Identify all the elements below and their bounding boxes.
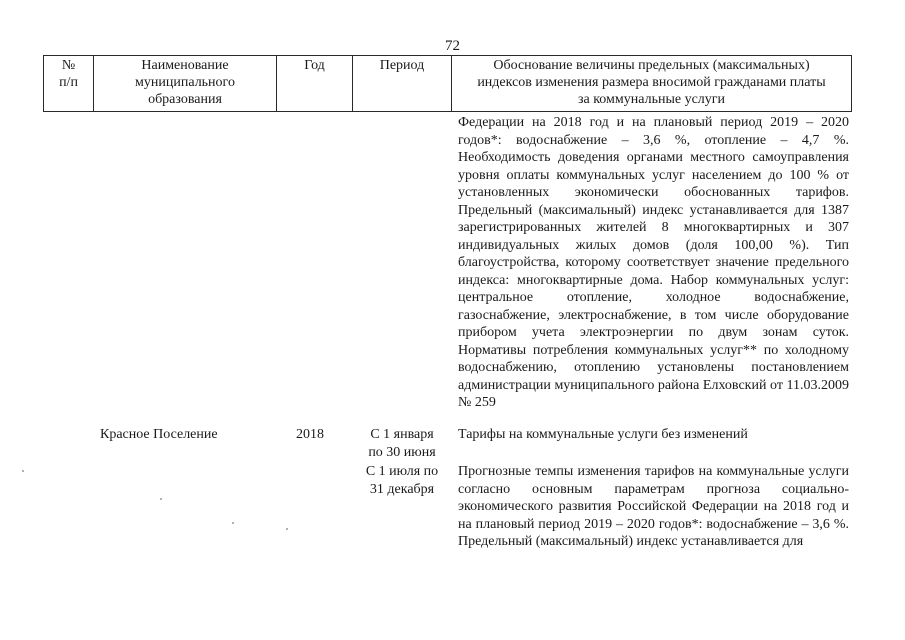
justification-second-half: Прогнозные темпы изменения тарифов на коммунальные услуги согласно основным параметрам прогноза социально-экономического развития Российской Федерации на 2018 год и на плановый период 2019 – 2020 годов*: водоснабжение – 3,6 %. Предельный (максимальный) индекс устанавливается для [458, 464, 849, 549]
header-number: № п/п [59, 58, 78, 90]
header-period: Период [379, 58, 425, 73]
scan-speck [160, 498, 162, 500]
municipality-name: Красное Поселение [100, 427, 218, 442]
justification-first-half: Тарифы на коммунальные услуги без изменений [458, 427, 748, 442]
year-value: 2018 [296, 427, 324, 442]
header-bottom-border [43, 111, 851, 112]
scan-speck [286, 528, 288, 530]
header-year: Год [304, 58, 325, 73]
scan-speck [22, 470, 24, 472]
header-justification: Обоснование величины предельных (максимальных) индексов изменения размера вносимой гражданами платы за коммунальные услуги [477, 58, 826, 107]
page-number: 72 [445, 38, 460, 54]
period-second-half: С 1 июля по 31 декабря [365, 464, 439, 497]
scan-speck [232, 522, 234, 524]
header-municipality: Наименование муниципального образования [135, 58, 235, 107]
table-top-border [43, 55, 851, 56]
period-first-half: С 1 января по 30 июня [368, 427, 436, 460]
column-divider [851, 55, 852, 112]
continued-justification-text: Федерации на 2018 год и на плановый период 2019 – 2020 годов*: водоснабжение – 3,6 %, отопление – 4,7 %. Необходимость доведения органами местного самоуправления уровня оплаты коммунальных услуг населением до 100 % от установленных экономически обоснованных тарифов. Предельный (максимальный) индекс устанавливается для 1387 зарегистрированных жителей 8 многоквартирных и 307 индивидуальных жилых домов (доля 100,00 %). Тип благоустройства, которому соответствует значение предельного индекса: многоквартирные дома. Набор коммунальных услуг: центральное отопление, холодное водоснабжение, газоснабжение, электроснабжение, в том числе оборудование прибором учета электроэнергии по двум зонам суток. Нормативы потребления коммунальных услуг** по холодному водоснабжению, отоплению установлены постановлением администрации муниципального района Елховский от 11.03.2009 № 259 [458, 115, 849, 410]
